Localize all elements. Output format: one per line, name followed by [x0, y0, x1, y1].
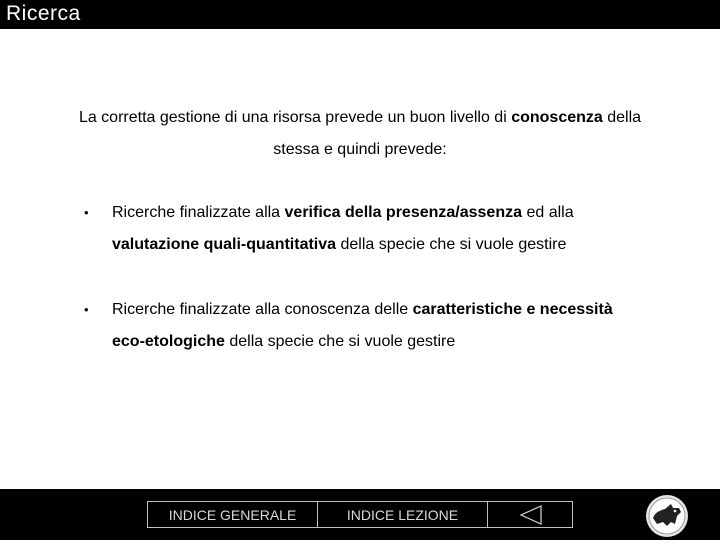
lesson-index-button[interactable]: INDICE LEZIONE	[317, 501, 488, 528]
intro-text-a: La corretta gestione di una risorsa prevede un buon livello di	[78, 109, 512, 126]
bullet-1-text-b: ed alla	[522, 204, 574, 221]
bullet-2-text-c: della specie che si vuole gestire	[224, 333, 456, 350]
triangle-left-icon	[519, 505, 543, 525]
emblem-graphic	[645, 494, 689, 538]
bullet-text-1	[112, 197, 692, 261]
back-button[interactable]	[487, 501, 573, 528]
intro-line-1	[0, 102, 720, 134]
bullet-1-text-a: Ricerche finalizzate alla	[112, 204, 285, 221]
title-bar	[0, 0, 720, 29]
bullet-text-2	[112, 294, 692, 358]
animal-emblem-icon[interactable]	[645, 494, 689, 538]
bullet-2-bold-a: caratteristiche e necessità	[412, 301, 613, 318]
intro-text-b: della	[602, 109, 642, 126]
intro-bold-knowledge: conoscenza	[511, 109, 603, 126]
bullet-2-text-a: Ricerche finalizzate alla conoscenza delle	[112, 301, 413, 318]
intro-paragraph	[0, 102, 720, 166]
bullet-1-bold-a: verifica della presenza/assenza	[284, 204, 522, 221]
bullet-2-bold-b: eco-etologiche	[112, 333, 225, 350]
bullet-1-text-c: della specie che si vuole gestire	[336, 236, 567, 253]
footer-nav-bar	[0, 489, 720, 540]
bullet-marker: •	[84, 205, 89, 220]
intro-line-2: stessa e quindi prevede:	[273, 141, 447, 158]
general-index-button[interactable]: INDICE GENERALE	[147, 501, 318, 528]
page-title: Ricerca	[6, 2, 81, 25]
bullet-marker: •	[84, 302, 89, 317]
bullet-1-bold-b: valutazione quali-quantitativa	[112, 236, 337, 253]
